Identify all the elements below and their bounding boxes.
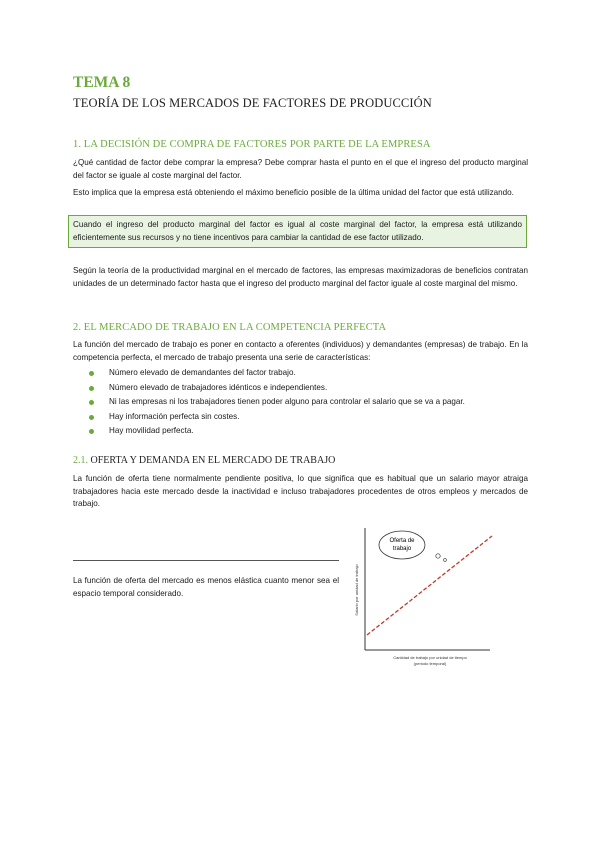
list-item: Número elevado de trabajadores idénticos e independientes. xyxy=(73,381,465,396)
bubble-dot-small xyxy=(444,559,447,562)
topic-title: TEORÍA DE LOS MERCADOS DE FACTORES DE PRODUCCIÓN xyxy=(73,96,432,110)
y-axis-label: Salario por unidad de trabajo xyxy=(354,564,359,616)
subsection-2-1-paragraph: La función de oferta tiene normalmente pendiente positiva, lo que significa que es habitual que un salario mayor atraiga trabajadores hacia este mercado desde la inactividad e incluso trabajadores procedentes de otros empleos y mercados de trabajo. xyxy=(73,474,528,509)
section-1-paragraph-1: ¿Qué cantidad de factor debe comprar la empresa? Debe comprar hasta el punto en el que el ingreso del producto marginal del factor se iguale al coste marginal del factor. xyxy=(73,158,528,180)
list-item: Hay movilidad perfecta. xyxy=(73,424,465,439)
bubble-dot-large xyxy=(436,554,440,558)
list-item: Hay información perfecta sin costes. xyxy=(73,410,465,425)
topic-number: TEMA 8 xyxy=(73,74,131,91)
x-axis-label: Cantidad de trabajo por unidad de tiempo xyxy=(393,655,467,660)
subsection-2-1-heading xyxy=(73,455,335,466)
bubble-label-line-1: Oferta de xyxy=(389,538,415,544)
bullet-icon xyxy=(89,415,94,420)
bullet-icon xyxy=(89,371,94,376)
bullet-icon xyxy=(89,386,94,391)
section-1-paragraph-2: Esto implica que la empresa está obteniendo el máximo beneficio posible de la última unidad del factor que está utilizando. xyxy=(73,188,514,197)
list-item: Número elevado de demandantes del factor trabajo. xyxy=(73,366,465,381)
section-1-heading: 1. LA DECISIÓN DE COMPRA DE FACTORES POR PARTE DE LA EMPRESA xyxy=(73,139,431,150)
thought-bubble xyxy=(379,531,425,559)
characteristics-list xyxy=(73,366,465,439)
list-item: Ni las empresas ni los trabajadores tienen poder alguno para controlar el salario que se va a pagar. xyxy=(73,395,465,410)
x-axis-sublabel: (periodo temporal) xyxy=(413,661,447,666)
section-1-paragraph-3: Según la teoría de la productividad marginal en el mercado de factores, las empresas maximizadoras de beneficios contratan unidades de un determinado factor hasta que el ingreso del producto marginal del factor iguale al coste marginal del mismo. xyxy=(73,266,528,288)
highlight-text: Cuando el ingreso del producto marginal del factor es igual al coste marginal del factor, la empresa está utilizando eficientemente sus recursos y no tiene incentivos para cambiar la cantidad de ese factor utilizado. xyxy=(73,220,522,242)
subsection-number: 2.1. xyxy=(73,455,88,466)
section-2-heading: 2. EL MERCADO DE TRABAJO EN LA COMPETENCIA PERFECTA xyxy=(73,322,387,333)
note-divider xyxy=(73,560,339,561)
bullet-icon xyxy=(89,400,94,405)
section-2-intro: La función del mercado de trabajo es poner en contacto a oferentes (individuos) y demandantes (empresas) de trabajo. En la competencia perfecta, el mercado de trabajo presenta una serie de características: xyxy=(73,340,528,362)
bubble-label-line-2: trabajo xyxy=(392,546,412,552)
elasticity-note: La función de oferta del mercado es menos elástica cuanto menor sea el espacio temporal considerado. xyxy=(73,576,339,598)
highlight-box xyxy=(68,215,527,248)
labor-supply-figure xyxy=(350,520,500,670)
bullet-icon xyxy=(89,429,94,434)
subsection-title: OFERTA Y DEMANDA EN EL MERCADO DE TRABAJO xyxy=(90,455,336,466)
